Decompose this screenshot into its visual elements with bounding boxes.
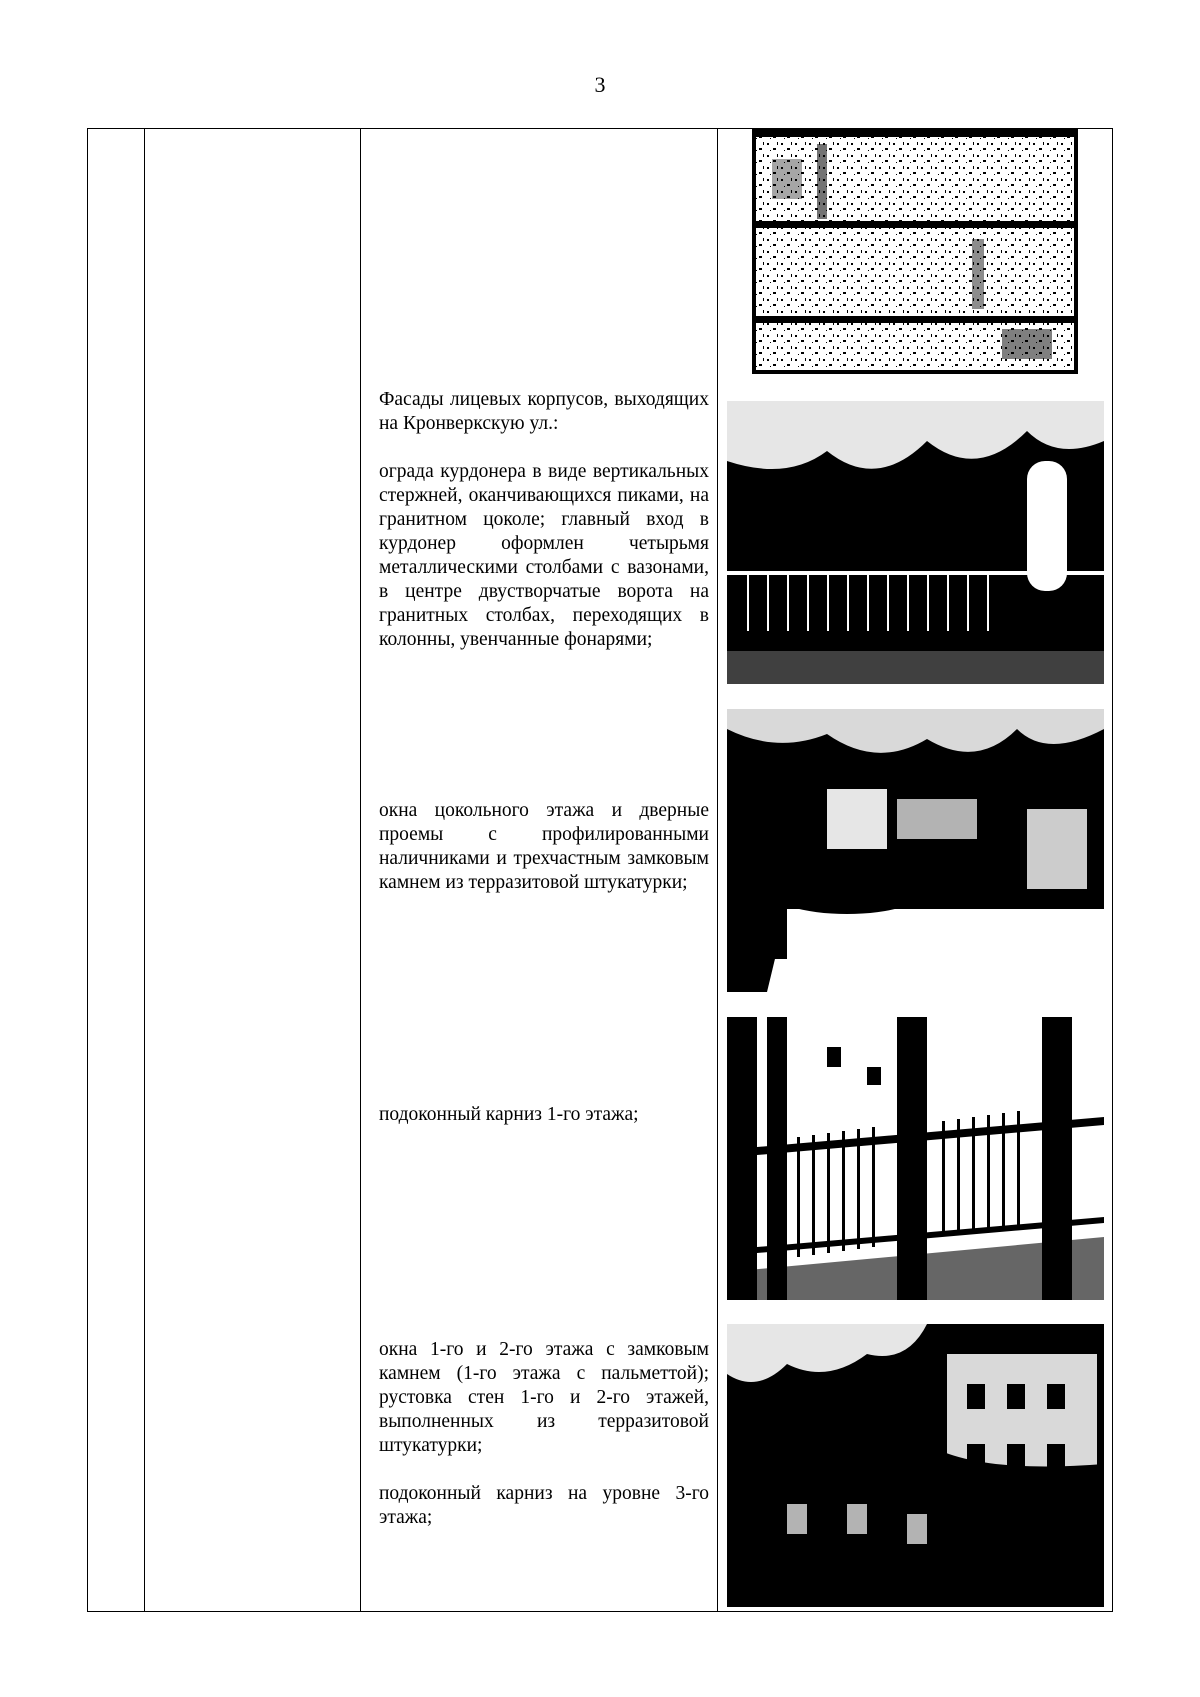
basement-windows-description: окна цокольного этажа и дверные проемы с профилированными наличниками и трехчастным замковым камнем из терразитовой штукатурки; — [379, 800, 709, 893]
column-divider — [717, 129, 718, 1611]
photo-courtyard-cars — [727, 709, 1104, 992]
description-column — [371, 129, 717, 1611]
photo-building-facade — [727, 1324, 1104, 1607]
fence-description: ограда курдонера в виде вертикальных стержней, оканчивающихся пиками, на гранитном цоколе; главный вход в курдонер оформлен четырьмя металлическими столбами с вазонами, в центре двустворчатые ворота на гранитных столбах, переходящих в колонны, увенчанные фонарями; — [379, 461, 709, 650]
column-divider — [360, 129, 361, 1611]
facades-heading: Фасады лицевых корпусов, выходящих на Кронверкскую ул.: — [379, 389, 709, 434]
sill-cornice-1-description: подоконный карниз 1-го этажа; — [379, 1104, 639, 1125]
photo-wall-rustication — [752, 129, 1078, 374]
photo-iron-fence — [727, 1017, 1104, 1300]
facade-description — [379, 388, 709, 652]
windows-1-2-description: окна 1-го и 2-го этажа с замковым камнем (1-го этажа с пальметтой); рустовка стен 1-го и 2-го этажей, выполненных из терразитовой штукатурки; — [379, 1339, 709, 1456]
basement-windows-block — [379, 799, 709, 895]
photo-courtyard-fence — [727, 401, 1104, 684]
windows-cornice-block — [379, 1338, 709, 1530]
sill-cornice-3-description: подоконный карниз на уровне 3-го этажа; — [379, 1483, 709, 1528]
page-number: 3 — [594, 72, 606, 97]
sill-cornice-1-block — [379, 1103, 709, 1127]
column-divider — [144, 129, 145, 1611]
